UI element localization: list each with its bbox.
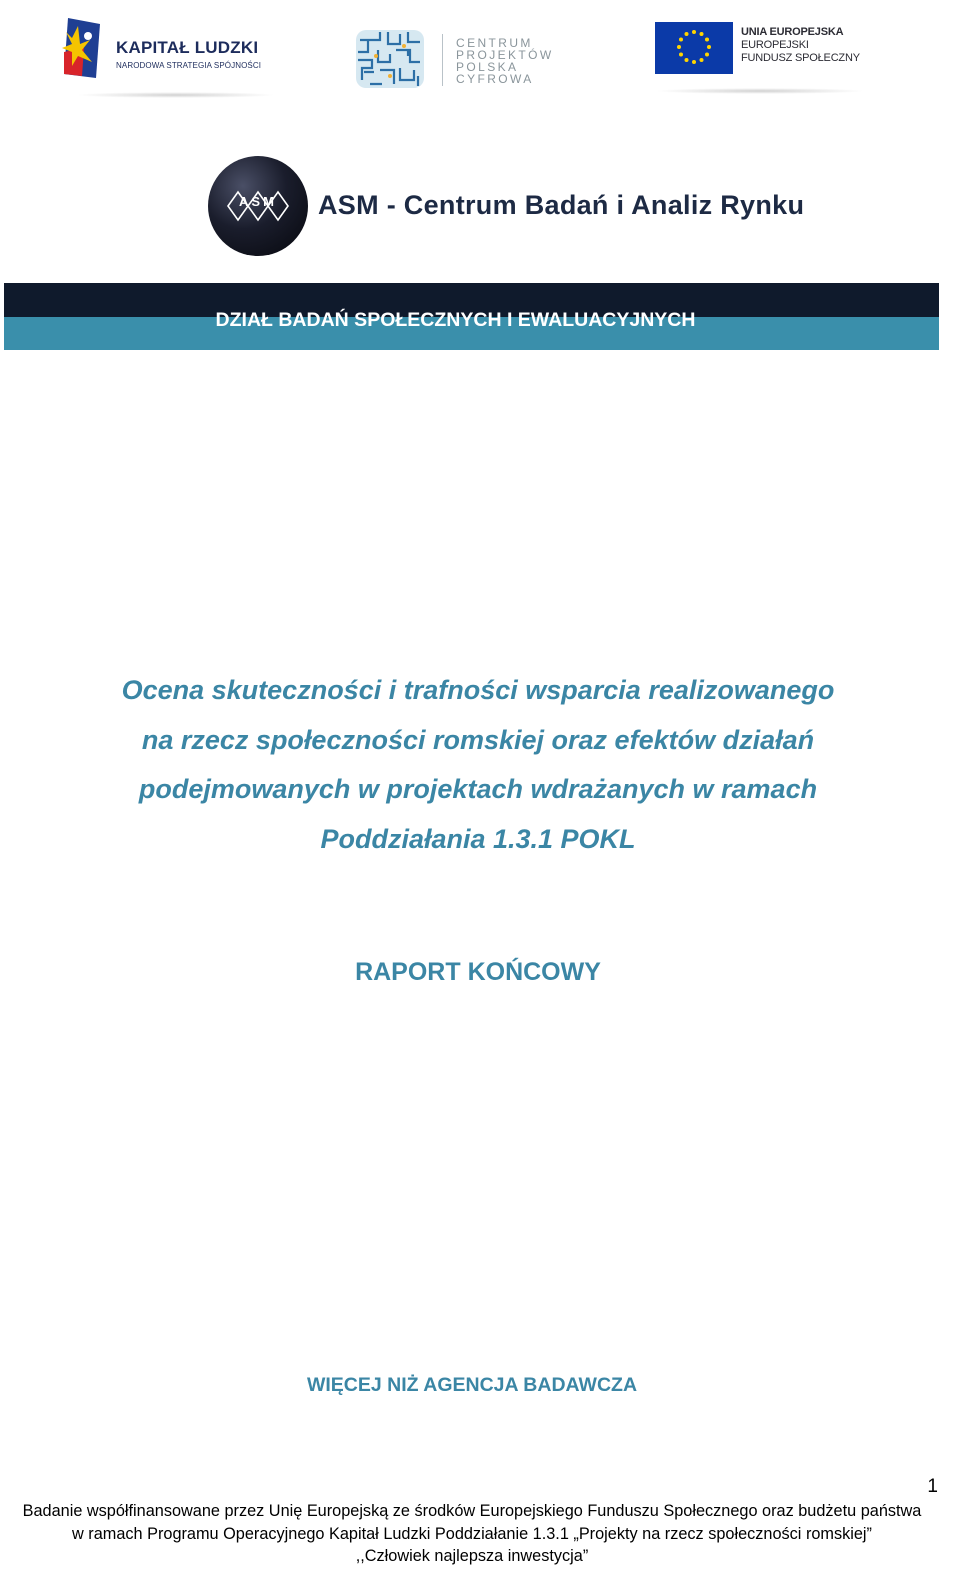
department-title: DZIAŁ BADAŃ SPOŁECZNYCH I EWALUACYJNYCH bbox=[215, 309, 696, 331]
asm-logo-ball bbox=[208, 156, 308, 256]
report-label: RAPORT KOŃCOWY bbox=[355, 958, 601, 986]
ue-line-3: FUNDUSZ SPOŁECZNY bbox=[741, 52, 860, 64]
asm-ball-text: ASM bbox=[239, 194, 277, 209]
agency-tagline: WIĘCEJ NIŻ AGENCJA BADAWCZA bbox=[306, 1374, 638, 1396]
kapital-ludzki-subtitle: NARODOWA STRATEGIA SPÓJNOŚCI bbox=[116, 61, 262, 70]
logo-shadow bbox=[76, 92, 276, 98]
logo-divider bbox=[442, 34, 443, 86]
page-number: 1 bbox=[927, 1476, 938, 1497]
circuit-maze-icon bbox=[350, 26, 430, 92]
unia-europejska-logo bbox=[655, 18, 870, 102]
document-title bbox=[60, 666, 896, 864]
title-line-3: podejmowanych w projektach wdrażanych w ramach bbox=[138, 774, 818, 804]
footer-line-1: Badanie współfinansowane przez Unię Europejską ze środków Europejskiego Funduszu Społecznego oraz budżetu państwa bbox=[22, 1502, 922, 1520]
ue-line-2: EUROPEJSKI bbox=[741, 39, 809, 51]
cppc-line-3: POLSKA bbox=[456, 60, 519, 74]
title-line-1: Ocena skuteczności i trafności wsparcia realizowanego bbox=[121, 675, 835, 705]
footer-line-2: w ramach Programu Operacyjnego Kapitał Ludzki Poddziałanie 1.3.1 „Projekty na rzecz społeczności romskiej” bbox=[72, 1524, 872, 1543]
asm-company-name: ASM - Centrum Badań i Analiz Rynku bbox=[318, 190, 805, 220]
cppc-line-4: CYFROWA bbox=[456, 72, 534, 86]
eu-flag-icon bbox=[655, 22, 733, 74]
ue-line-1: UNIA EUROPEJSKA bbox=[741, 26, 844, 38]
title-line-2: na rzecz społeczności romskiej oraz efektów działań bbox=[141, 724, 815, 755]
funding-footer bbox=[0, 1500, 944, 1568]
cppc-line-1: CENTRUM bbox=[456, 36, 533, 50]
kapital-ludzki-title: KAPITAŁ LUDZKI bbox=[116, 38, 259, 57]
kapital-ludzki-logo bbox=[58, 14, 273, 100]
kapital-ludzki-emblem-icon bbox=[62, 18, 102, 82]
cppc-line-2: PROJEKTÓW bbox=[456, 48, 554, 62]
title-line-4: Poddziałania 1.3.1 POKL bbox=[320, 823, 636, 854]
logo-shadow bbox=[655, 88, 865, 94]
centrum-projektow-polska-cyfrowa-logo bbox=[350, 20, 570, 100]
footer-line-3: ,,Człowiek najlepsza inwestycja” bbox=[355, 1547, 589, 1565]
